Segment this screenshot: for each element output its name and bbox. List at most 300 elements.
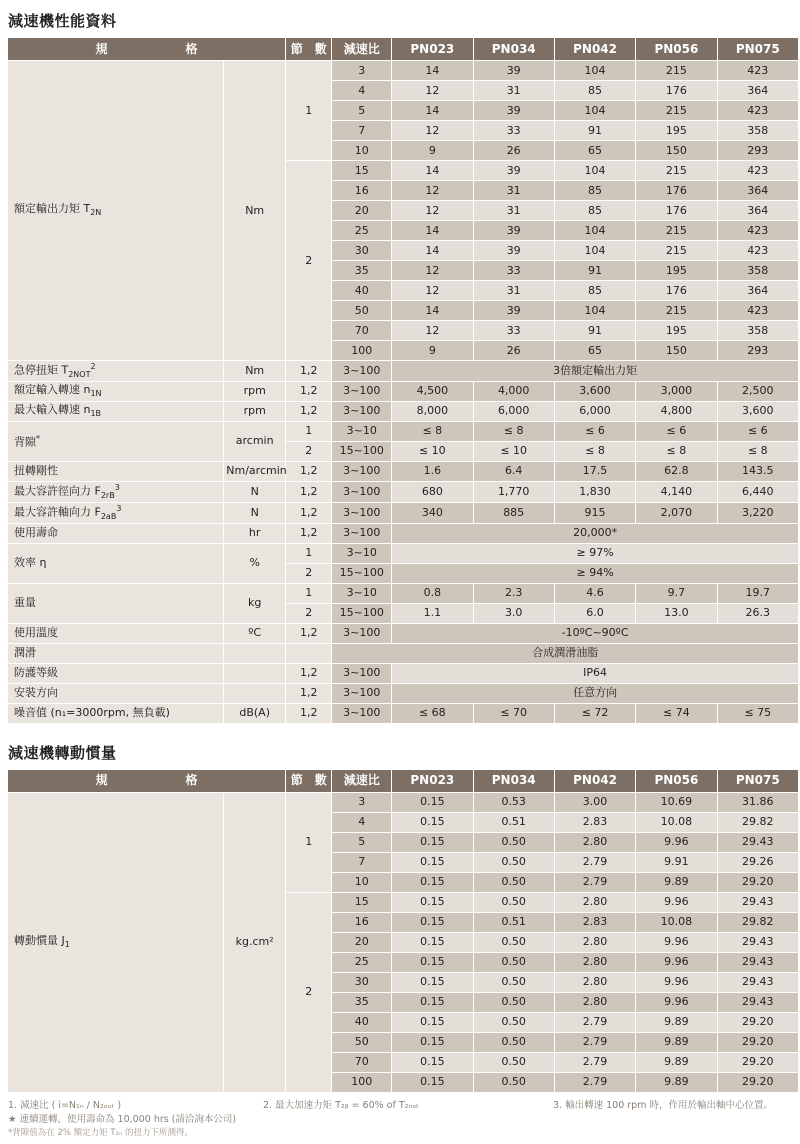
table-row	[8, 623, 799, 643]
cell-value: 0.51	[473, 912, 554, 932]
table-header-row	[8, 38, 799, 61]
cell-value: 4.6	[554, 583, 635, 603]
cell-value: 33	[473, 321, 554, 341]
cell-value: 0.15	[392, 1032, 473, 1052]
row-stage: 1	[286, 61, 332, 161]
cell-value: 31.86	[717, 792, 798, 812]
cell-value: ≤ 10	[392, 441, 473, 461]
row-unit: N	[224, 481, 286, 502]
cell-value: 9.96	[636, 972, 717, 992]
cell-value: 9.91	[636, 852, 717, 872]
cell-value: 31	[473, 281, 554, 301]
header-spec: 規 格	[8, 769, 286, 792]
row-ratio: 100	[332, 1072, 392, 1092]
cell-value: 19.7	[717, 583, 798, 603]
cell-value: 85	[554, 201, 635, 221]
row-ratio: 40	[332, 1012, 392, 1032]
cell-value: 150	[636, 141, 717, 161]
row-stage: 2	[286, 603, 332, 623]
cell-value: 39	[473, 241, 554, 261]
table-row	[8, 663, 799, 683]
header-model-pn056: PN056	[636, 38, 717, 61]
row-unit: Nm/arcmin	[224, 461, 286, 481]
cell-value: 0.50	[473, 932, 554, 952]
cell-value: 31	[473, 81, 554, 101]
cell-value: 9.89	[636, 1072, 717, 1092]
table-row	[8, 361, 799, 382]
cell-value: 6.0	[554, 603, 635, 623]
row-ratio: 100	[332, 341, 392, 361]
cell-value: 4,140	[636, 481, 717, 502]
cell-value: 9.7	[636, 583, 717, 603]
footnote-tiny: *背隙值為在 2% 額定力矩 T₂ₙ 的扭力下所測得。	[8, 1128, 194, 1139]
cell-value: 10.08	[636, 912, 717, 932]
cell-value: 143.5	[717, 461, 798, 481]
cell-value: 6,000	[554, 401, 635, 421]
cell-value: 176	[636, 201, 717, 221]
cell-value: 12	[392, 281, 473, 301]
cell-value: 423	[717, 61, 798, 81]
table-header-row	[8, 769, 799, 792]
inertia-table	[7, 769, 799, 1093]
cell-value: 2.79	[554, 1012, 635, 1032]
cell-value: ≤ 70	[473, 703, 554, 723]
row-label: 重量	[8, 583, 224, 623]
cell-value: 0.15	[392, 912, 473, 932]
row-ratio: 15~100	[332, 603, 392, 623]
row-stage	[286, 643, 332, 663]
cell-value: 150	[636, 341, 717, 361]
cell-value: 215	[636, 101, 717, 121]
cell-value: 39	[473, 61, 554, 81]
row-label: 防護等級	[8, 663, 224, 683]
cell-value: ≤ 8	[392, 421, 473, 441]
table-row	[8, 792, 799, 812]
cell-value: 12	[392, 321, 473, 341]
row-stage: 1,2	[286, 381, 332, 401]
row-ratio: 3~100	[332, 663, 392, 683]
cell-value: 0.15	[392, 952, 473, 972]
cell-value: 2.79	[554, 852, 635, 872]
cell-value: 0.15	[392, 972, 473, 992]
footnote-3: 3. 輸出轉速 100 rpm 時，作用於輸出軸中心位置。	[553, 1099, 773, 1111]
cell-value: 9.96	[636, 892, 717, 912]
row-ratio: 70	[332, 321, 392, 341]
cell-value: 13.0	[636, 603, 717, 623]
row-ratio: 4	[332, 81, 392, 101]
header-stage: 節 數	[286, 38, 332, 61]
cell-value: 9.96	[636, 832, 717, 852]
row-span-value: -10ºC~90ºC	[392, 623, 799, 643]
cell-value: 0.50	[473, 1072, 554, 1092]
header-model-pn023: PN023	[392, 38, 473, 61]
cell-value: 29.20	[717, 1052, 798, 1072]
footnote-1: 1. 減速比 ( i=N₁ₙ / N₂ₒᵤₜ )	[8, 1099, 122, 1111]
cell-value: 915	[554, 502, 635, 523]
cell-value: 0.15	[392, 812, 473, 832]
row-stage: 1,2	[286, 461, 332, 481]
row-ratio: 40	[332, 281, 392, 301]
row-stage: 1,2	[286, 502, 332, 523]
cell-value: 0.15	[392, 892, 473, 912]
header-ratio: 減速比	[332, 38, 392, 61]
cell-value: 0.50	[473, 972, 554, 992]
cell-value: 215	[636, 301, 717, 321]
row-ratio: 20	[332, 201, 392, 221]
cell-value: 26	[473, 341, 554, 361]
row-unit: N	[224, 502, 286, 523]
cell-value: 2.79	[554, 1052, 635, 1072]
row-ratio: 3~100	[332, 683, 392, 703]
row-unit: %	[224, 543, 286, 583]
row-stage: 1,2	[286, 361, 332, 382]
cell-value: 2.80	[554, 892, 635, 912]
row-ratio: 15~100	[332, 563, 392, 583]
cell-value: 29.43	[717, 992, 798, 1012]
row-unit	[224, 663, 286, 683]
cell-value: 29.43	[717, 972, 798, 992]
cell-value: 91	[554, 321, 635, 341]
cell-value: 2.3	[473, 583, 554, 603]
cell-value: 2.83	[554, 912, 635, 932]
row-span-value: 任意方向	[392, 683, 799, 703]
row-stage: 2	[286, 892, 332, 1092]
cell-value: 0.50	[473, 992, 554, 1012]
row-label: 急停扭矩 $T_{2NOT}^2$	[8, 361, 224, 382]
cell-value: 0.50	[473, 872, 554, 892]
cell-value: ≤ 72	[554, 703, 635, 723]
table-row	[8, 421, 799, 441]
cell-value: 3.00	[554, 792, 635, 812]
row-span-value: ≥ 97%	[392, 543, 799, 563]
cell-value: ≤ 6	[717, 421, 798, 441]
cell-value: 104	[554, 61, 635, 81]
cell-value: 3,600	[554, 381, 635, 401]
cell-value: 26.3	[717, 603, 798, 623]
row-unit: rpm	[224, 401, 286, 421]
header-model-pn023: PN023	[392, 769, 473, 792]
cell-value: 195	[636, 321, 717, 341]
row-ratio: 35	[332, 261, 392, 281]
cell-value: 104	[554, 101, 635, 121]
cell-value: 29.20	[717, 1012, 798, 1032]
cell-value: 0.50	[473, 1032, 554, 1052]
table-row	[8, 61, 799, 81]
cell-value: 17.5	[554, 461, 635, 481]
table-row	[8, 381, 799, 401]
row-unit: dB(A)	[224, 703, 286, 723]
cell-value: 14	[392, 241, 473, 261]
row-ratio: 50	[332, 1032, 392, 1052]
row-label: 效率 η	[8, 543, 224, 583]
cell-value: 12	[392, 121, 473, 141]
cell-value: 0.50	[473, 1012, 554, 1032]
row-label: 噪音值 (n₁=3000rpm, 無負載)	[8, 703, 224, 723]
table-row	[8, 683, 799, 703]
cell-value: 12	[392, 201, 473, 221]
row-unit: rpm	[224, 381, 286, 401]
row-stage: 1,2	[286, 683, 332, 703]
cell-value: 33	[473, 121, 554, 141]
cell-value: 3,000	[636, 381, 717, 401]
table-row	[8, 703, 799, 723]
cell-value: 26	[473, 141, 554, 161]
cell-value: 4,500	[392, 381, 473, 401]
cell-value: 2.80	[554, 972, 635, 992]
cell-value: 9.89	[636, 1012, 717, 1032]
table-row	[8, 583, 799, 603]
row-ratio: 3~10	[332, 543, 392, 563]
cell-value: 6.4	[473, 461, 554, 481]
cell-value: 2.79	[554, 1032, 635, 1052]
row-ratio: 3	[332, 792, 392, 812]
cell-value: 0.15	[392, 992, 473, 1012]
row-ratio: 15~100	[332, 441, 392, 461]
cell-value: 39	[473, 301, 554, 321]
row-ratio: 3~100	[332, 623, 392, 643]
row-ratio: 30	[332, 972, 392, 992]
row-ratio: 5	[332, 101, 392, 121]
row-label: 安裝方向	[8, 683, 224, 703]
cell-value: 0.50	[473, 852, 554, 872]
row-stage: 1,2	[286, 663, 332, 683]
header-stage: 節 數	[286, 769, 332, 792]
cell-value: 9.89	[636, 872, 717, 892]
row-unit	[224, 643, 286, 663]
cell-value: 4,000	[473, 381, 554, 401]
cell-value: 0.15	[392, 1052, 473, 1072]
cell-value: 104	[554, 221, 635, 241]
row-label: 最大容許軸向力 $F_{2aB}^3$	[8, 502, 224, 523]
row-ratio: 3~100	[332, 381, 392, 401]
row-ratio: 5	[332, 832, 392, 852]
row-ratio: 3~100	[332, 401, 392, 421]
row-stage: 1,2	[286, 703, 332, 723]
cell-value: 293	[717, 341, 798, 361]
cell-value: 4,800	[636, 401, 717, 421]
header-model-pn075: PN075	[717, 769, 798, 792]
cell-value: 104	[554, 241, 635, 261]
cell-value: 14	[392, 101, 473, 121]
row-stage: 2	[286, 563, 332, 583]
row-label-inertia: 轉動慣量 $J_1$	[8, 792, 224, 1092]
cell-value: 423	[717, 241, 798, 261]
cell-value: 39	[473, 221, 554, 241]
cell-value: 1,770	[473, 481, 554, 502]
cell-value: 2,500	[717, 381, 798, 401]
cell-value: 10.69	[636, 792, 717, 812]
row-label: 使用壽命	[8, 523, 224, 543]
cell-value: 215	[636, 241, 717, 261]
cell-value: 29.26	[717, 852, 798, 872]
table-row	[8, 543, 799, 563]
cell-value: 31	[473, 181, 554, 201]
row-label-rated-torque: 額定輸出力矩 $T_{2N}$	[8, 61, 224, 361]
cell-value: 680	[392, 481, 473, 502]
cell-value: 0.50	[473, 1052, 554, 1072]
row-ratio: 4	[332, 812, 392, 832]
cell-value: 14	[392, 161, 473, 181]
row-stage: 1	[286, 543, 332, 563]
cell-value: 14	[392, 301, 473, 321]
cell-value: 0.8	[392, 583, 473, 603]
cell-value: 423	[717, 301, 798, 321]
row-unit: Nm	[224, 61, 286, 361]
cell-value: 9.96	[636, 932, 717, 952]
cell-value: ≤ 8	[717, 441, 798, 461]
performance-table	[7, 37, 799, 724]
cell-value: ≤ 75	[717, 703, 798, 723]
cell-value: 31	[473, 201, 554, 221]
cell-value: 0.50	[473, 952, 554, 972]
cell-value: 9	[392, 341, 473, 361]
row-ratio: 3~100	[332, 703, 392, 723]
cell-value: 33	[473, 261, 554, 281]
row-span-value: IP64	[392, 663, 799, 683]
footnote-2: 2. 最大加速力矩 T₂ᵦ = 60% of T₂ₙₒₜ	[263, 1099, 419, 1111]
row-span-value: 3倍額定輸出力矩	[392, 361, 799, 382]
cell-value: 29.43	[717, 832, 798, 852]
row-unit: kg.cm²	[224, 792, 286, 1092]
cell-value: 29.20	[717, 1072, 798, 1092]
row-ratio: 15	[332, 892, 392, 912]
cell-value: 104	[554, 301, 635, 321]
cell-value: 9.96	[636, 952, 717, 972]
row-ratio: 3~100	[332, 361, 392, 382]
row-stage: 1	[286, 421, 332, 441]
cell-value: ≤ 8	[636, 441, 717, 461]
table-row	[8, 502, 799, 523]
cell-value: 364	[717, 201, 798, 221]
cell-value: 2.80	[554, 832, 635, 852]
cell-value: 29.43	[717, 952, 798, 972]
row-label: 最大容許徑向力 $F_{2rB}^3$	[8, 481, 224, 502]
row-stage: 2	[286, 161, 332, 361]
cell-value: 91	[554, 121, 635, 141]
cell-value: 10.08	[636, 812, 717, 832]
cell-value: 62.8	[636, 461, 717, 481]
cell-value: 85	[554, 181, 635, 201]
cell-value: 29.43	[717, 932, 798, 952]
cell-value: 358	[717, 321, 798, 341]
cell-value: ≤ 6	[554, 421, 635, 441]
row-stage: 1	[286, 583, 332, 603]
table-row	[8, 523, 799, 543]
cell-value: 423	[717, 161, 798, 181]
cell-value: 65	[554, 341, 635, 361]
cell-value: 364	[717, 181, 798, 201]
row-ratio: 16	[332, 181, 392, 201]
cell-value: ≤ 10	[473, 441, 554, 461]
cell-value: 0.15	[392, 852, 473, 872]
footnotes	[8, 1099, 796, 1140]
cell-value: 1.1	[392, 603, 473, 623]
cell-value: 91	[554, 261, 635, 281]
row-label: 扭轉剛性	[8, 461, 224, 481]
cell-value: 1.6	[392, 461, 473, 481]
table-row	[8, 461, 799, 481]
cell-value: 0.15	[392, 932, 473, 952]
table-row	[8, 481, 799, 502]
row-stage: 1	[286, 792, 332, 892]
row-span-value: 合成潤滑油脂	[332, 643, 799, 663]
cell-value: 0.15	[392, 832, 473, 852]
cell-value: ≤ 8	[554, 441, 635, 461]
row-ratio: 7	[332, 852, 392, 872]
cell-value: 3,220	[717, 502, 798, 523]
row-stage: 2	[286, 441, 332, 461]
cell-value: 9.89	[636, 1032, 717, 1052]
row-label: 使用溫度	[8, 623, 224, 643]
cell-value: 2.80	[554, 952, 635, 972]
cell-value: 29.20	[717, 872, 798, 892]
row-ratio: 3	[332, 61, 392, 81]
row-label: 背隙*	[8, 421, 224, 461]
row-ratio: 20	[332, 932, 392, 952]
row-stage: 1,2	[286, 623, 332, 643]
cell-value: 0.15	[392, 1012, 473, 1032]
cell-value: 2.83	[554, 812, 635, 832]
header-model-pn042: PN042	[554, 769, 635, 792]
cell-value: 3.0	[473, 603, 554, 623]
cell-value: 0.50	[473, 892, 554, 912]
cell-value: 6,000	[473, 401, 554, 421]
cell-value: 340	[392, 502, 473, 523]
cell-value: 9.89	[636, 1052, 717, 1072]
table-row	[8, 643, 799, 663]
row-unit	[224, 683, 286, 703]
cell-value: 176	[636, 181, 717, 201]
cell-value: 215	[636, 61, 717, 81]
row-ratio: 3~100	[332, 523, 392, 543]
cell-value: 423	[717, 221, 798, 241]
row-stage: 1,2	[286, 523, 332, 543]
row-ratio: 3~100	[332, 481, 392, 502]
cell-value: 39	[473, 161, 554, 181]
cell-value: 9	[392, 141, 473, 161]
cell-value: 3,600	[717, 401, 798, 421]
cell-value: 0.15	[392, 1072, 473, 1092]
row-ratio: 3~10	[332, 583, 392, 603]
cell-value: 12	[392, 81, 473, 101]
row-ratio: 25	[332, 221, 392, 241]
cell-value: 9.96	[636, 992, 717, 1012]
cell-value: ≤ 74	[636, 703, 717, 723]
cell-value: 293	[717, 141, 798, 161]
row-unit: ºC	[224, 623, 286, 643]
cell-value: 2.79	[554, 1072, 635, 1092]
cell-value: 85	[554, 81, 635, 101]
cell-value: 0.53	[473, 792, 554, 812]
cell-value: 104	[554, 161, 635, 181]
page-title-inertia: 減速機轉動慣量	[8, 743, 117, 762]
cell-value: 2,070	[636, 502, 717, 523]
cell-value: 0.15	[392, 872, 473, 892]
cell-value: 176	[636, 281, 717, 301]
row-ratio: 3~100	[332, 461, 392, 481]
cell-value: 215	[636, 161, 717, 181]
cell-value: 195	[636, 121, 717, 141]
footnote-star: ★ 連續運轉，使用壽命為 10,000 hrs (請洽詢本公司)	[8, 1113, 237, 1125]
cell-value: 65	[554, 141, 635, 161]
row-ratio: 35	[332, 992, 392, 1012]
row-ratio: 25	[332, 952, 392, 972]
cell-value: ≤ 8	[473, 421, 554, 441]
row-ratio: 3~100	[332, 502, 392, 523]
cell-value: 215	[636, 221, 717, 241]
cell-value: 6,440	[717, 481, 798, 502]
row-span-value: 20,000*	[392, 523, 799, 543]
